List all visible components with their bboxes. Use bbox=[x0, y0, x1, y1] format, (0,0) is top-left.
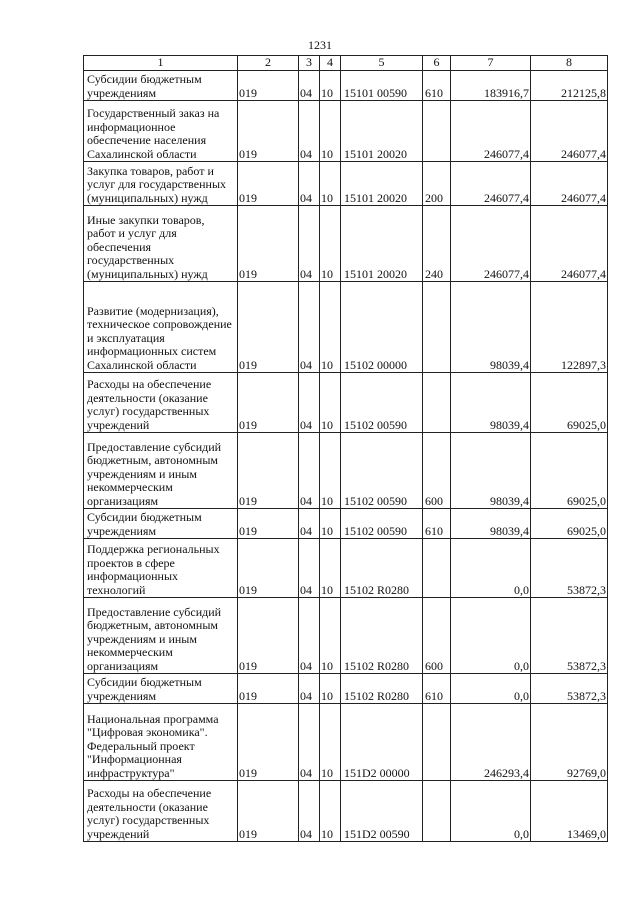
cell-section: 04 bbox=[299, 282, 320, 373]
row-name: Предоставление субсидий бюджетным, автономным учреждениям и иным некоммерческим организациям bbox=[84, 598, 238, 674]
cell-subsection: 10 bbox=[320, 162, 341, 206]
row-name: Закупка товаров, работ и услуг для государственных (муниципальных) нужд bbox=[84, 162, 238, 206]
cell-subsection: 10 bbox=[320, 674, 341, 704]
table-row bbox=[84, 674, 608, 704]
column-header-5: 5 bbox=[341, 56, 423, 71]
cell-amount-7: 98039,4 bbox=[451, 282, 531, 373]
cell-section: 04 bbox=[299, 206, 320, 282]
row-name: Субсидии бюджетным учреждениям bbox=[84, 71, 238, 101]
cell-amount-7: 0,0 bbox=[451, 781, 531, 842]
column-header-4: 4 bbox=[320, 56, 341, 71]
cell-subsection: 10 bbox=[320, 781, 341, 842]
cell-target-article: 15101 20020 bbox=[341, 162, 423, 206]
cell-section: 04 bbox=[299, 101, 320, 162]
cell-amount-7: 246293,4 bbox=[451, 704, 531, 781]
cell-expense-type bbox=[423, 539, 451, 598]
table-row bbox=[84, 509, 608, 539]
cell-ministry: 019 bbox=[238, 598, 299, 674]
column-header-7: 7 bbox=[451, 56, 531, 71]
cell-section: 04 bbox=[299, 539, 320, 598]
cell-amount-8: 69025,0 bbox=[531, 373, 608, 433]
cell-amount-7: 246077,4 bbox=[451, 206, 531, 282]
cell-amount-8: 92769,0 bbox=[531, 704, 608, 781]
cell-ministry: 019 bbox=[238, 704, 299, 781]
page-number: 1231 bbox=[308, 38, 332, 52]
cell-ministry: 019 bbox=[238, 539, 299, 598]
cell-expense-type: 610 bbox=[423, 674, 451, 704]
cell-amount-8: 122897,3 bbox=[531, 282, 608, 373]
cell-section: 04 bbox=[299, 162, 320, 206]
cell-expense-type: 240 bbox=[423, 206, 451, 282]
row-name: Расходы на обеспечение деятельности (оказание услуг) государственных учреждений bbox=[84, 781, 238, 842]
cell-expense-type bbox=[423, 373, 451, 433]
row-name: Субсидии бюджетным учреждениям bbox=[84, 509, 238, 539]
cell-ministry: 019 bbox=[238, 282, 299, 373]
cell-expense-type: 200 bbox=[423, 162, 451, 206]
cell-subsection: 10 bbox=[320, 509, 341, 539]
cell-amount-8: 246077,4 bbox=[531, 162, 608, 206]
cell-target-article: 151D2 00590 bbox=[341, 781, 423, 842]
cell-subsection: 10 bbox=[320, 282, 341, 373]
cell-target-article: 15102 00590 bbox=[341, 373, 423, 433]
cell-subsection: 10 bbox=[320, 704, 341, 781]
cell-amount-7: 98039,4 bbox=[451, 433, 531, 509]
cell-section: 04 bbox=[299, 781, 320, 842]
table-row bbox=[84, 781, 608, 842]
cell-expense-type bbox=[423, 282, 451, 373]
cell-amount-8: 246077,4 bbox=[531, 101, 608, 162]
column-header-2: 2 bbox=[238, 56, 299, 71]
cell-amount-7: 0,0 bbox=[451, 598, 531, 674]
cell-target-article: 15102 00000 bbox=[341, 282, 423, 373]
cell-expense-type: 610 bbox=[423, 71, 451, 101]
cell-section: 04 bbox=[299, 598, 320, 674]
cell-subsection: 10 bbox=[320, 539, 341, 598]
cell-target-article: 15102 00590 bbox=[341, 433, 423, 509]
cell-ministry: 019 bbox=[238, 509, 299, 539]
cell-ministry: 019 bbox=[238, 206, 299, 282]
cell-target-article: 15102 R0280 bbox=[341, 598, 423, 674]
cell-expense-type: 600 bbox=[423, 598, 451, 674]
cell-subsection: 10 bbox=[320, 433, 341, 509]
cell-expense-type bbox=[423, 781, 451, 842]
row-name: Развитие (модернизация), техническое сопровождение и эксплуатация информационных систем Сахалинской области bbox=[84, 282, 238, 373]
row-name: Поддержка региональных проектов в сфере информационных технологий bbox=[84, 539, 238, 598]
table-row bbox=[84, 539, 608, 598]
table-row bbox=[84, 101, 608, 162]
cell-amount-8: 53872,3 bbox=[531, 674, 608, 704]
cell-amount-8: 212125,8 bbox=[531, 71, 608, 101]
cell-target-article: 15101 00590 bbox=[341, 71, 423, 101]
cell-subsection: 10 bbox=[320, 206, 341, 282]
cell-section: 04 bbox=[299, 704, 320, 781]
cell-ministry: 019 bbox=[238, 674, 299, 704]
cell-amount-7: 98039,4 bbox=[451, 509, 531, 539]
cell-target-article: 15102 R0280 bbox=[341, 539, 423, 598]
cell-section: 04 bbox=[299, 433, 320, 509]
cell-ministry: 019 bbox=[238, 781, 299, 842]
column-header-8: 8 bbox=[531, 56, 608, 71]
header-row bbox=[84, 56, 608, 71]
row-name: Иные закупки товаров, работ и услуг для обеспечения государственных (муниципальных) нужд bbox=[84, 206, 238, 282]
cell-amount-7: 98039,4 bbox=[451, 373, 531, 433]
cell-target-article: 15101 20020 bbox=[341, 101, 423, 162]
cell-expense-type bbox=[423, 101, 451, 162]
column-header-1: 1 bbox=[84, 56, 238, 71]
column-header-6: 6 bbox=[423, 56, 451, 71]
row-name: Государственный заказ на информационное обеспечение населения Сахалинской области bbox=[84, 101, 238, 162]
cell-section: 04 bbox=[299, 509, 320, 539]
table-row bbox=[84, 206, 608, 282]
table-row bbox=[84, 598, 608, 674]
table-row bbox=[84, 282, 608, 373]
cell-ministry: 019 bbox=[238, 433, 299, 509]
cell-amount-8: 53872,3 bbox=[531, 598, 608, 674]
cell-target-article: 151D2 00000 bbox=[341, 704, 423, 781]
row-name: Национальная программа "Цифровая экономика". Федеральный проект "Информационная инфраструктура" bbox=[84, 704, 238, 781]
row-name: Предоставление субсидий бюджетным, автономным учреждениям и иным некоммерческим организациям bbox=[84, 433, 238, 509]
table-row bbox=[84, 373, 608, 433]
cell-subsection: 10 bbox=[320, 373, 341, 433]
cell-amount-8: 69025,0 bbox=[531, 433, 608, 509]
table-row bbox=[84, 704, 608, 781]
budget-table bbox=[83, 55, 608, 842]
cell-target-article: 15102 R0280 bbox=[341, 674, 423, 704]
cell-amount-7: 0,0 bbox=[451, 539, 531, 598]
cell-expense-type bbox=[423, 704, 451, 781]
cell-target-article: 15101 20020 bbox=[341, 206, 423, 282]
table-row bbox=[84, 433, 608, 509]
cell-expense-type: 600 bbox=[423, 433, 451, 509]
cell-amount-8: 246077,4 bbox=[531, 206, 608, 282]
row-name: Расходы на обеспечение деятельности (оказание услуг) государственных учреждений bbox=[84, 373, 238, 433]
cell-ministry: 019 bbox=[238, 71, 299, 101]
cell-ministry: 019 bbox=[238, 101, 299, 162]
cell-amount-8: 53872,3 bbox=[531, 539, 608, 598]
cell-ministry: 019 bbox=[238, 162, 299, 206]
cell-subsection: 10 bbox=[320, 71, 341, 101]
cell-amount-8: 69025,0 bbox=[531, 509, 608, 539]
cell-ministry: 019 bbox=[238, 373, 299, 433]
cell-expense-type: 610 bbox=[423, 509, 451, 539]
column-header-3: 3 bbox=[299, 56, 320, 71]
cell-amount-7: 0,0 bbox=[451, 674, 531, 704]
cell-amount-8: 13469,0 bbox=[531, 781, 608, 842]
cell-subsection: 10 bbox=[320, 598, 341, 674]
cell-amount-7: 246077,4 bbox=[451, 101, 531, 162]
cell-subsection: 10 bbox=[320, 101, 341, 162]
cell-target-article: 15102 00590 bbox=[341, 509, 423, 539]
row-name: Субсидии бюджетным учреждениям bbox=[84, 674, 238, 704]
cell-amount-7: 183916,7 bbox=[451, 71, 531, 101]
table-row bbox=[84, 71, 608, 101]
table-row bbox=[84, 162, 608, 206]
cell-amount-7: 246077,4 bbox=[451, 162, 531, 206]
cell-section: 04 bbox=[299, 674, 320, 704]
cell-section: 04 bbox=[299, 373, 320, 433]
cell-section: 04 bbox=[299, 71, 320, 101]
